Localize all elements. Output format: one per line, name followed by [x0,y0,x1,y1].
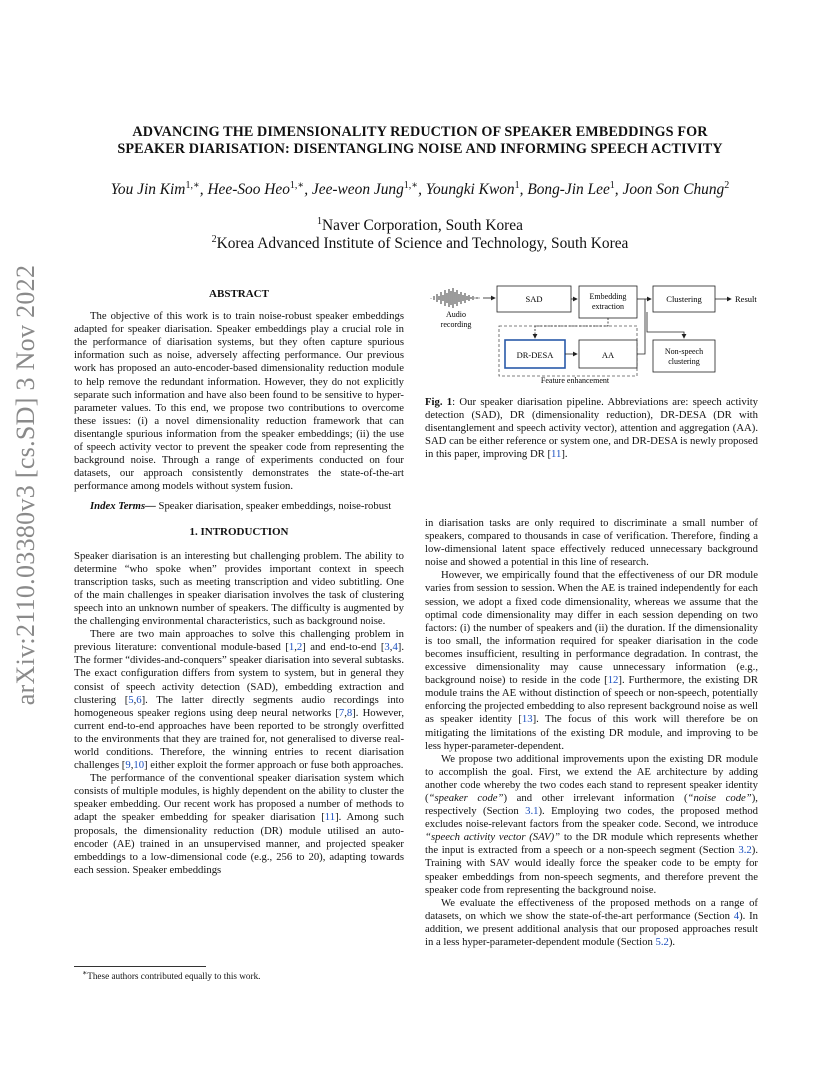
text-run: ] and end-to-end [ [302,641,385,654]
author-mark: 1,∗ [403,180,419,191]
right-column [425,517,758,949]
right-paragraph-3 [425,753,758,897]
text-run: ). [668,936,676,948]
text-run: , [344,706,347,719]
intro-paragraph-3 [74,772,404,877]
figure-1-diagram [425,282,765,390]
author-mark: 1 [514,180,520,191]
section-link[interactable]: 3.1 [525,805,539,818]
citation-link[interactable]: 5 [128,693,134,706]
footnote [82,968,402,981]
text-run: ]. However, current end-to-end approaches have been reported to be strongly overfitted to the environments that they are trained for, not generalised to diverse real-world conditions. Therefore, the winning entries to recent diarisation challenges [ [74,706,404,772]
author: Jee-weon Jung [311,181,404,199]
citation-link[interactable]: 3 [384,641,390,654]
author-mark: 1,∗ [185,180,200,191]
embedding-label-line-2: extraction [592,302,624,311]
citation-link[interactable]: 13 [521,713,533,726]
result-label: Result [735,294,757,304]
text-run: , [133,693,137,706]
text-run: ). Training with SAV would ideally force the speaker code to be empty for speaker embeddings from non-speech segments, and therefore prevent the speaker code from representing the background noise. [425,844,758,896]
intro-paragraph-1: Speaker diarisation is an interesting but challenging problem. The ability to determine “who spoke when” provides important context in speech transcription tasks, such as meeting transcription and video subtitling. One of the main challenges in speaker diarisation involves the task of clustering speech into an unknown number of speakers. The difficulty is augmented by the challenging environmental characteristics, such as background noise. [74,549,404,628]
index-terms-text: Speaker diarisation, speaker embeddings, noise-robust [155,500,392,513]
text-run: ). In addition, we present additional analysis that our proposed approaches result in a less hyper-parameter-dependent module (Section [425,909,758,948]
speaker-code-term: “speaker code” [428,791,504,804]
text-run: ] either exploit the former approach or fuse both approaches. [144,759,404,772]
affiliation-mark: 1 [317,216,323,227]
author: You Jin Kim [110,181,186,199]
citation-link[interactable]: 1 [288,641,295,654]
text-run: , [294,641,297,654]
text-run: The performance of the conventional speaker diarisation system which consists of multiple modules, is highly dependent on the ability to cluster the speaker embedding. Our recent work has proposed a number of methods to adapt the speaker embedding for speaker diarisation [ [74,772,404,824]
figure-1-caption [425,396,758,461]
paper-title [70,124,770,158]
author-mark: 2 [724,180,730,191]
arxiv-sidebar [2,264,50,706]
caption-text: : Our speaker diarisation pipeline. Abbreviations are: speech activity detection (SAD), DR (dimensionality reduction), DR-DESA (DR with disentanglement and speech activity vector), attention and aggregation (AA). SAD can be either reference or system one, and DR-DESA is newly proposed in this paper, improving DR [ [425,396,759,461]
intro-paragraph-2 [74,628,404,772]
text-run: However, we empirically found that the effectiveness of our DR module varies from session to session. When the AE is trained independently for each session, we adopt a fixed code dimensionality, whereas we assume that the optimal code dimensionality may differ in each session depending on two factors: (i) the number of speakers and (ii) the duration. If the dimensionality is too small, the information required for speaker diarisation in the code becomes insufficient, resulting in performance degradation. In contrast, the excessive dimensionality may cause unnecessary information (e.g., background noise) to reside in the code [ [425,569,758,687]
non-speech-clustering-box [653,340,715,372]
text-run: ]. [561,448,568,461]
author: Joon Son Chung [622,181,725,199]
affiliation-mark: 2 [211,234,217,245]
non-speech-label-line-2: clustering [668,357,700,366]
abstract-heading: ABSTRACT [209,288,269,300]
dr-desa-label: DR-DESA [516,350,554,360]
waveform-icon [431,288,479,308]
text-run: ]. The former “divides-and-conquers” speaker diarisation into several subtasks. The exact configuration differs from system to system, but in general they consist of speech activity detection (SAD), embedding extraction and clustering [ [74,641,405,706]
arxiv-identifier: arXiv:2110.03380v3 [cs.SD] 3 Nov 2022 [11,264,40,706]
text-run: ). Employing two codes, the proposed method excludes noise-relevant factors from the speaker code. Second, we introduce [425,805,759,831]
affiliation-text: Korea Advanced Institute of Science and Technology, South Korea [216,235,629,253]
feature-enhancement-label: Feature enhancement [540,376,610,385]
index-terms [74,500,404,513]
author: Hee-Soo Heo [207,181,290,199]
footnote-text: These authors contributed equally to this work. [87,971,261,982]
citation-link[interactable]: 9 [125,759,131,772]
sad-label: SAD [525,294,543,304]
citation-link[interactable]: 11 [324,811,336,824]
text-run: , [389,641,393,654]
author-mark: 1 [609,180,615,191]
citation-link[interactable]: 6 [136,693,142,706]
clustering-label: Clustering [666,294,702,304]
text-run: ]. Furthermore, the existing DR module trains the AE without distinction of speech or non-speech, potentially enforcing the projected embedding to also represent background noise as well as speaker identity [ [425,674,758,726]
left-column [74,288,404,877]
abstract-text: The objective of this work is to train noise-robust speaker embeddings adapted for speaker diarisation. Speaker embeddings play a crucial role in the performance of diarisation systems, but they often capture spurious information such as noise, adversely affecting performance. Our previous work has proposed an auto-encoder-based dimensionality reduction module to help remove the redundant information. However, they do not explicitly separate such information and have also been found to be sensitive to hyper-parameter values. To this end, we propose two contributions to overcome these issues: (i) a novel dimensionality reduction framework that can disentangle spurious information from the speaker embeddings; (ii) the use of speech activity vector to prevent the speaker code from representing the background noise. Through a range of experiments conducted on four datasets, our approach consistently demonstrates the state-of-the-art performance among models without system fusion. [74,310,404,493]
text-run: ), respectively (Section [425,791,758,818]
author: Bong-Jin Lee [527,181,610,199]
pipeline-diagram-svg [425,282,765,390]
text-run: to the DR module which represents whether the input is extracted from a speech or a non-speech segment (Section [425,831,759,857]
audio-label-line-2: recording [440,320,472,329]
affiliation-text: Naver Corporation, South Korea [322,217,523,235]
affiliation-2 [70,234,770,253]
right-paragraph-2 [425,569,758,752]
citation-link[interactable]: 8 [346,706,353,719]
citation-link[interactable]: 4 [392,641,398,654]
right-paragraph-4 [425,897,758,949]
text-run: We propose two additional improvements upon the existing DR module to accomplish the goal. First, we extend the AE architecture by adding another code whereby the two codes each stand to represent speaker identity ( [425,752,758,804]
title-line-1: ADVANCING THE DIMENSIONALITY REDUCTION OF SPEAKER EMBEDDINGS FOR [132,124,708,140]
text-run: , [130,759,134,772]
citation-link[interactable]: 7 [338,706,345,719]
footnote-mark: ∗ [82,968,88,977]
text-run: We evaluate the effectiveness of the proposed methods on a range of datasets, on which we show the state-of-the-art performance (Section [425,896,758,922]
text-run: ]. The focus of this work will therefore be on mitigating the limitations of the existing DR module, and improving to be less hyper-parameter-dependent. [425,713,758,752]
citation-link[interactable]: 11 [551,448,562,461]
citation-link[interactable]: 12 [607,674,619,687]
audio-label-line-1: Audio [446,310,466,319]
text-run: ) and other irrelevant information ( [503,791,688,804]
text-run: There are two main approaches to solve this challenging problem in previous literature: conventional module-based [ [74,628,404,654]
section-link[interactable]: 5.2 [655,936,669,948]
title-line-2: SPEAKER DIARISATION: DISENTANGLING NOISE AND INFORMING SPEECH ACTIVITY [117,141,723,157]
author-list: You Jin Kim$^{1,∗}$, Hee-Soo Heo$^{1,∗}$, Jee-weon Jung$^{1,∗}$, Youngki Kwon$^1$, Bong-Jin Lee$^1$, Joon Son Chung$^2$ [110,180,730,199]
aa-label: AA [601,350,615,360]
author-mark: 1,∗ [289,180,305,191]
caption-label: Fig. 1 [425,396,453,408]
section-link[interactable]: 3.2 [738,844,752,857]
section-link[interactable]: 4 [733,909,740,922]
text-run: ]. The latter directly segments audio recordings into homogeneous speaker regions using deep neural networks [ [74,693,404,719]
citation-link[interactable]: 10 [133,759,145,772]
footnote-rule [74,966,206,967]
intro-heading: 1. INTRODUCTION [189,525,289,538]
sav-term: “speech activity vector (SAV)” [425,831,561,844]
affiliation-1 [70,216,770,235]
embedding-label-line-1: Embedding [589,292,627,301]
noise-code-term: “noise code” [687,791,752,804]
citation-link[interactable]: 2 [296,641,303,654]
right-paragraph-1: in diarisation tasks are only required to discriminate a small number of speakers, compared to thousands in case of verification. Therefore, finding a low-dimensional latent space effectively reduced unnecessary background noise and showed a potential in this line of research. [425,517,758,569]
index-terms-label: Index Terms— [90,500,156,513]
non-speech-label-line-1: Non-speech [664,347,704,356]
text-run: ]. Among such proposals, the dimensionality reduction (DR) module utilised an auto-encoder (AE) trained in an unsupervised manner, and projected speaker embeddings to a low-dimensional code (e.g., 256 to 20), adapting towards each session. Speaker embeddings [74,811,404,876]
author: Youngki Kwon [425,181,515,199]
